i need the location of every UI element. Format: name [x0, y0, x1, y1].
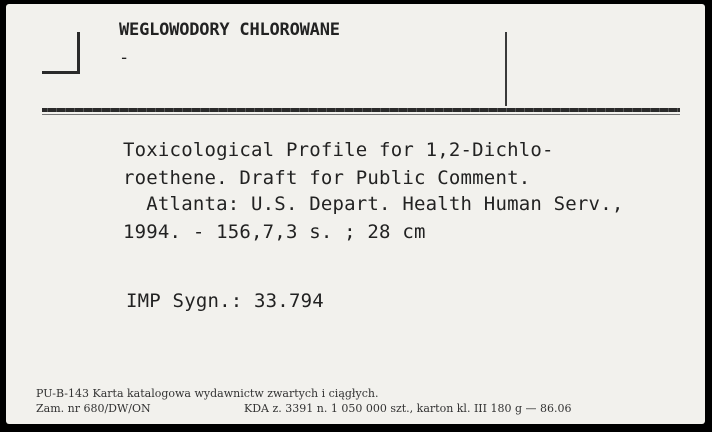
corner-mark-vertical [77, 32, 80, 74]
header-vertical-divider [505, 32, 507, 106]
subject-heading: WEGLOWODORY CHLOROWANE [119, 20, 340, 40]
footer-print-info: KDA z. 3391 n. 1 050 000 szt., karton kl. III 180 g — 86.06 [244, 402, 572, 415]
header-rule [42, 108, 680, 112]
description-line-3: Atlanta: U.S. Depart. Health Human Serv., [123, 193, 624, 215]
header-rule-thin [42, 114, 680, 115]
corner-mark-horizontal [42, 71, 80, 74]
description-line-4: 1994. - 156,7,3 s. ; 28 cm [123, 221, 426, 243]
catalog-card [6, 4, 705, 424]
signature-number: IMP Sygn.: 33.794 [126, 290, 324, 312]
description-line-1: Toxicological Profile for 1,2-Dichlo- [123, 139, 554, 161]
footer-order-number: Zam. nr 680/DW/ON [36, 402, 151, 415]
subject-subheading-dash: - [119, 48, 130, 68]
description-line-2: roethene. Draft for Public Comment. [123, 167, 531, 189]
footer-form-title: PU-B-143 Karta katalogowa wydawnictw zwartych i ciągłych. [36, 387, 379, 400]
